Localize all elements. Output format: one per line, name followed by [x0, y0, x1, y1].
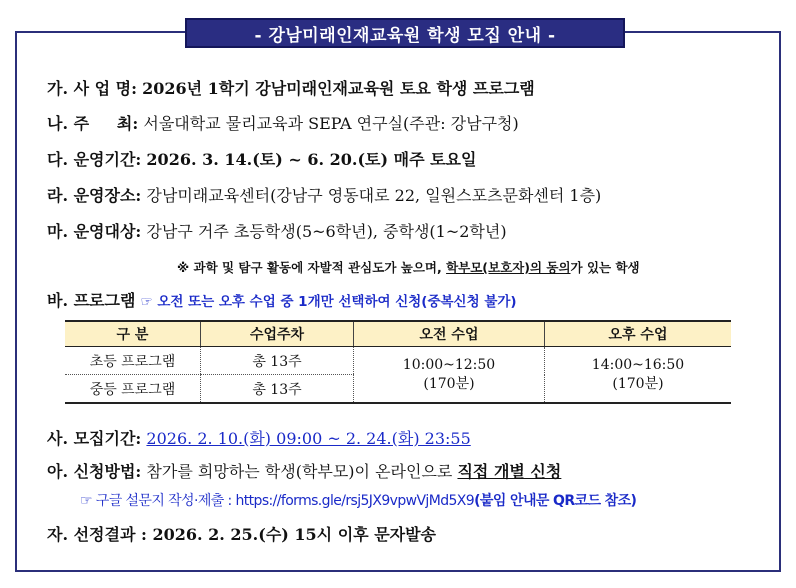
item-business — [47, 76, 535, 99]
form-url-link[interactable]: https://forms.gle/rsj5JX9vpwVjMd5X9 — [235, 493, 475, 509]
item-target-key: 마. 운영대상: — [47, 222, 142, 241]
am-time: 10:00~12:50 — [402, 356, 496, 373]
am-minutes: (170분) — [423, 375, 475, 392]
item-apply-key: 아. 신청방법: — [47, 462, 142, 481]
item-place — [47, 183, 601, 206]
recruit-period-link[interactable]: 2026. 2. 10.(화) 09:00 ~ 2. 24.(화) 23:55 — [146, 429, 471, 448]
pm-time: 14:00~16:50 — [591, 356, 685, 373]
item-period-key: 다. 운영기간: — [47, 150, 142, 169]
item-result-value: : 2026. 2. 25.(수) 15시 이후 문자발송 — [135, 525, 437, 544]
item-host — [47, 111, 519, 134]
table-cell-pm — [545, 347, 732, 404]
table-header-weeks: 수업주차 — [201, 321, 354, 347]
target-note-prefix: ※ 과학 및 탐구 활동에 자발적 관심도가 높으며, — [177, 260, 447, 275]
table-header-am: 오전 수업 — [354, 321, 545, 347]
item-apply-emphasis: 직접 개별 신청 — [457, 462, 562, 481]
item-result — [47, 522, 436, 545]
item-apply — [47, 459, 561, 482]
item-apply-value: 참가를 희망하는 학생(학부모)이 온라인으로 — [146, 462, 458, 481]
item-business-value: 2026년 1학기 강남미래인재교육원 토요 학생 프로그램 — [142, 79, 535, 98]
item-period — [47, 147, 476, 170]
table-cell-weeks: 총 13주 — [201, 375, 354, 404]
item-place-value: 강남미래교육센터(강남구 영동대로 22, 일원스포츠문화센터 1층) — [146, 186, 602, 205]
target-note — [177, 258, 640, 276]
table-cell-weeks: 총 13주 — [201, 347, 354, 375]
item-period-value: 2026. 3. 14.(토) ~ 6. 20.(토) 매주 토요일 — [146, 150, 477, 169]
table-header-category: 구 분 — [65, 321, 201, 347]
target-note-consent: 학부모(보호자)의 동의 — [446, 260, 571, 275]
table-cell-program: 초등 프로그램 — [65, 347, 201, 375]
program-table — [65, 320, 731, 404]
item-host-key: 나. 주 최: — [47, 114, 139, 133]
program-note: ☞ 오전 또는 오후 수업 중 1개만 선택하여 신청(중복신청 불가) — [140, 294, 517, 310]
table-cell-am — [354, 347, 545, 404]
table-header-pm: 오후 수업 — [545, 321, 732, 347]
table-cell-program: 중등 프로그램 — [65, 375, 201, 404]
item-target — [47, 219, 507, 242]
form-prefix: ☞ 구글 설문지 작성·제출 : — [80, 493, 236, 509]
item-result-key: 자. 선정결과 — [47, 525, 136, 544]
item-target-value: 강남구 거주 초등학생(5~6학년), 중학생(1~2학년) — [146, 222, 507, 241]
table-row — [65, 347, 731, 375]
pm-minutes: (170분) — [612, 375, 664, 392]
form-suffix: (붙임 안내문 QR코드 참조) — [474, 493, 637, 509]
item-recruit — [47, 426, 471, 449]
target-note-suffix: 가 있는 학생 — [570, 260, 640, 275]
item-program-key: 바. 프로그램 — [47, 291, 136, 310]
item-host-value: 서울대학교 물리교육과 SEPA 연구실(주관: 강남구청) — [143, 114, 519, 133]
item-business-key: 가. 사 업 명: — [47, 79, 138, 98]
form-row — [80, 490, 636, 510]
page-title: - 강남미래인재교육원 학생 모집 안내 - — [185, 18, 625, 48]
item-recruit-key: 사. 모집기간: — [47, 429, 142, 448]
item-place-key: 라. 운영장소: — [47, 186, 142, 205]
item-program — [47, 288, 517, 311]
